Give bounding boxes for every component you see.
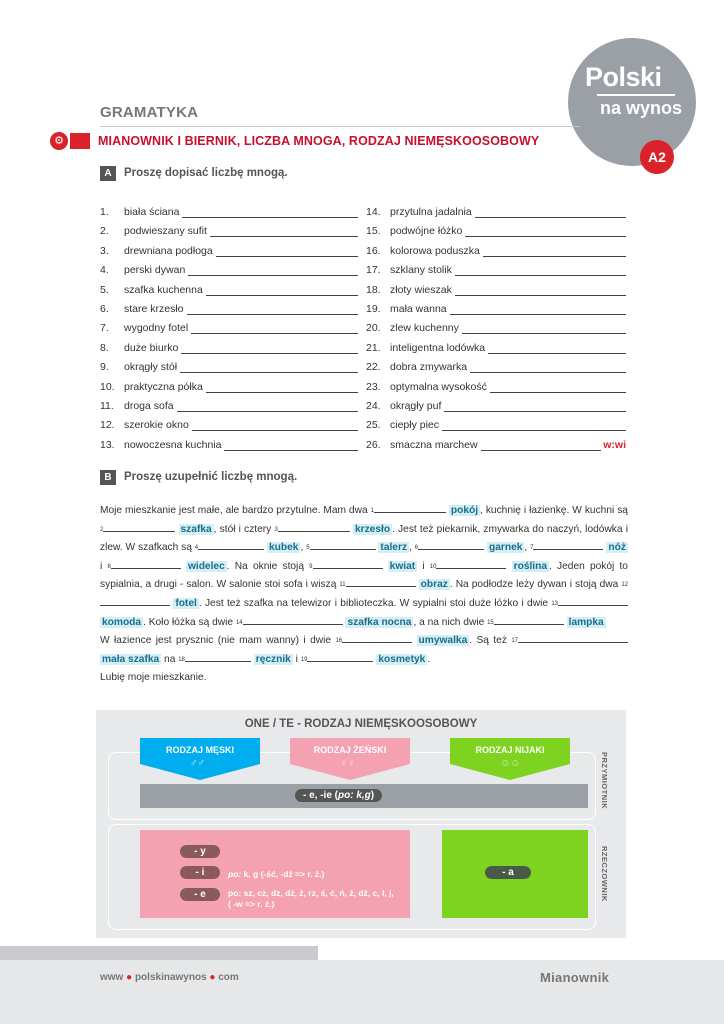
hint-word: talerz [380,542,408,554]
text-segment: , a na nich dwie [413,616,488,628]
item-number: 2. [100,225,109,238]
exercise-item [100,415,358,431]
answer-blank[interactable] [342,632,412,643]
answer-line[interactable] [188,264,358,276]
answer-line[interactable] [206,284,358,296]
topic-bar [70,133,90,149]
item-number: 4. [100,264,109,277]
text-segment: . Jeden pokój to sypialnia, a drugi - salon. W salonie stoi sofa i wiszą [100,560,628,591]
answer-blank[interactable] [313,558,383,569]
answer-line[interactable] [488,342,626,354]
item-phrase: dobra zmywarka [390,361,468,374]
item-phrase: przytulna jadalnia [390,206,472,218]
exercise-item [366,299,626,315]
hint-word: kubek [269,542,299,554]
exercise-item [366,338,626,354]
hint-word: szafka nocna [347,616,412,628]
noun-ending-a: - a [485,866,531,879]
answer-blank[interactable] [518,632,628,643]
hint-word: mała szafka [102,653,160,665]
item-phrase: okrągły puf [390,400,442,412]
answer-line[interactable] [206,381,358,393]
answer-blank[interactable] [278,521,350,532]
item-number: 20. [366,322,381,335]
item-number: 23. [366,380,381,393]
item-phrase: inteligentna lodówka [390,341,486,354]
item-number: 12. [100,419,115,432]
item-phrase: kolorowa poduszka [390,244,480,257]
hint-word: umywalka [418,635,468,647]
grammar-icon: ⚙ [50,132,68,150]
answer-line[interactable] [191,322,358,334]
footer [0,960,724,1024]
item-phrase: zlew kuchenny [390,322,459,335]
exercise-item [100,377,358,393]
exercise-item [366,202,626,218]
hint-word: roślina [513,560,548,572]
case-name: Mianownik [540,970,610,985]
text-segment: Moje mieszkanie jest małe, ale bardzo przytulne. Mam dwa [100,505,371,516]
item-number: 6. [100,303,109,315]
item-number: 10. [100,380,115,393]
exercise-b-title: Proszę uzupełnić liczbę mnogą. [124,471,298,483]
exercise-item [100,221,358,237]
exercise-item [366,280,626,296]
item-number: 26. [366,438,381,451]
logo-divider [597,94,675,96]
exercise-b-letter: B [100,470,116,485]
answer-blank[interactable] [533,539,603,550]
children-icon: ☺☺ [500,758,521,769]
item-number: 22. [366,361,381,374]
answer-blank[interactable] [310,539,376,550]
text-segment: . Są też [469,635,512,647]
answer-line[interactable] [455,264,626,276]
answer-line[interactable] [455,284,626,296]
answer-line[interactable] [470,361,626,373]
item-phrase: podwieszany sufit [124,225,207,238]
answer-line[interactable] [224,439,358,451]
answer-blank[interactable] [558,595,628,606]
exercise-item [366,241,626,257]
exercise-item [100,299,358,315]
level-badge: A2 [640,140,674,174]
hint-word: szafka [180,523,212,535]
answer-line[interactable] [192,419,358,431]
people-icon: ♂♂ [190,758,205,769]
answer-line[interactable] [483,245,626,257]
item-number: 24. [366,400,381,412]
text-segment: Lubię moje mieszkanie. [100,672,207,684]
answer-line[interactable] [481,439,602,451]
answer-line[interactable] [475,206,626,218]
answer-blank[interactable] [418,539,484,550]
item-number: 18. [366,283,381,296]
item-number: 17. [366,264,381,277]
answer-line[interactable] [180,361,358,373]
hint-word: nóż [608,542,626,554]
answer-line[interactable] [490,381,626,393]
item-number: 15. [366,225,381,238]
answer-line[interactable] [182,206,358,218]
text-segment: . Na podłodze leży dywan i stoją dwa [449,579,622,591]
item-number: 3. [100,244,109,257]
exercise-item [366,415,626,431]
exercise-item [100,318,358,334]
item-phrase: złoty wieszak [390,283,452,296]
item-phrase: wygodny fotel [124,322,189,335]
item-phrase: nowoczesna kuchnia [124,438,222,451]
text-segment: i [100,560,108,572]
hint-word: widelec [187,560,225,572]
answer-blank[interactable] [436,558,506,569]
topic-title: MIANOWNIK I BIERNIK, LICZBA MNOGA, RODZAJ NIEMĘSKOOSOBOWY [98,134,540,148]
hint-word: obraz [420,579,448,591]
item-phrase: podwójne łóżko [390,225,463,238]
item-number: 21. [366,341,381,354]
answer-line[interactable] [462,322,626,334]
item-number: 8. [100,341,109,354]
answer-line[interactable] [442,419,626,431]
exercise-a-letter: A [100,166,116,181]
item-number: 16. [366,244,381,257]
answer-blank[interactable] [111,558,181,569]
item-hint: w:wi [603,438,626,451]
exercise-item [100,202,358,218]
item-phrase: droga sofa [124,400,174,412]
footer-strip [0,946,318,960]
answer-line[interactable] [444,400,626,412]
text-segment: . Jest też szafka na telewizor i biblioteczka. W sypialni stoi duże łóżko i dwie [198,597,552,609]
exercise-item [100,396,358,412]
exercise-item [100,260,358,276]
item-phrase: perski dywan [124,264,186,277]
rule-e: po: sz, cz, dz, dż, ż, rz, ś, ć, ń, ź, dź, c, l, j, ( -w => r. ż.) [228,888,394,909]
tab-feminine: RODZAJ ŻEŃSKI [313,745,387,755]
item-phrase: praktyczna półka [124,380,203,393]
answer-line[interactable] [177,400,358,412]
exercise-item [366,357,626,373]
exercise-item [366,318,626,334]
item-phrase: smaczna marchew [390,438,478,451]
item-phrase: szerokie okno [124,419,189,432]
exercise-b-text: Moje mieszkanie jest małe, ale bardzo przytulne. Mam dwa $^1$ pokój , kuchnię i łazienkę. W kuchni są $^2$ szafka , stół i cztery $^3$ krzesło . Jest też piekarnik, zmywarka do naczyń, lodówka i zlew. W szafkach są $^4$ kubek , $^5$ talerz , $^6$ garnek , $^7$ nóż i $^8$ widelec . Na oknie stoją $^9$ kwiat i $^{10}$ roślina . Jeden pokój to sypialnia, a drugi - salon. W salonie stoi sofa i wiszą $^{11}$ obraz . Na podłodze leży dywan i stoją dwa $^{12}$ fotel . Jest też szafka na telewizor i biblioteczka. W sypialni stoi duże łóżko i dwie $^{13}$ komoda . Koło łóżka są dwie $^{14}$ szafka nocna , a na nich dwie $^{15}$ lampka W łazience jest prysznic (nie mam wanny) i dwie $^{16}$ umywalka . Są też $^{17}$ mała szafka na $^{18}$ ręcznik i $^{19}$ kosmetyk . Lubię moje mieszkanie. [100,502,628,688]
exercise-item [366,435,626,451]
tab-neuter: RODZAJ NIJAKI [475,745,545,755]
hint-word: komoda [102,616,142,628]
item-number: 13. [100,438,115,451]
answer-blank[interactable] [185,651,251,662]
exercise-item [100,357,358,373]
answer-blank[interactable] [374,502,446,513]
answer-blank[interactable] [346,576,416,587]
answer-line[interactable] [450,303,626,315]
adjective-ending-pill: - e, -ie (po: k,g) [295,789,382,802]
text-segment: . Jest też piekarnik, zmywarka do naczyń, lodówka i zlew. W szafkach są [100,523,628,554]
hint-word: kwiat [389,560,416,572]
item-number: 25. [366,419,381,432]
exercise-item [100,338,358,354]
answer-blank[interactable] [307,651,373,662]
item-phrase: stare krzesło [124,303,184,315]
exercise-item [100,280,358,296]
item-number: 14. [366,206,381,218]
answer-line[interactable] [187,303,358,315]
exercise-item [366,260,626,276]
header-divider [100,126,580,127]
item-number: 5. [100,283,109,296]
answer-blank[interactable] [243,614,343,625]
website-url[interactable]: www ● polskinawynos ● com [100,972,239,983]
noun-ending-y: - y [180,845,220,858]
item-number: 19. [366,303,381,315]
hint-word: garnek [489,542,523,554]
logo-subtitle: na wynos [600,98,683,118]
exercise-item [366,396,626,412]
exercise-item [100,241,358,257]
rule-i: po: k, g (-ść, -dź => r. ż.) [228,869,325,879]
text-segment: i [292,653,301,665]
noun-ending-e: - e [180,888,220,901]
item-phrase: optymalna wysokość [390,380,487,393]
hint-word: lampka [568,616,604,628]
answer-blank[interactable] [198,539,264,550]
text-segment: . Koło łóżka są dwie [143,616,236,628]
item-phrase: okrągły stół [124,361,178,374]
people-icon: ♀♀ [340,758,355,769]
hint-word: ręcznik [255,653,291,665]
hint-word: pokój [450,505,479,516]
item-number: 7. [100,322,109,335]
exercise-item [366,221,626,237]
item-phrase: drewniana podłoga [124,244,213,257]
hint-word: krzesło [354,523,391,535]
item-number: 11. [100,400,114,412]
item-phrase: szklany stolik [390,264,452,277]
text-segment: , kuchnię i łazienkę. W kuchni są [480,505,628,516]
answer-line[interactable] [465,225,626,237]
logo-title: Polski [585,62,662,92]
section-label: GRAMATYKA [100,104,199,121]
text-segment: W łazience jest prysznic (nie mam wanny) i dwie [100,635,336,647]
hint-word: fotel [175,597,197,609]
answer-line[interactable] [181,342,358,354]
answer-blank[interactable] [100,595,170,606]
item-phrase: duże biurko [124,341,179,354]
item-phrase: mała wanna [390,303,447,315]
exercise-a-title: Proszę dopisać liczbę mnogą. [124,167,288,179]
text-segment: , stół i cztery [213,523,275,535]
item-phrase: biała ściana [124,206,180,218]
item-phrase: szafka kuchenna [124,283,203,296]
item-phrase: ciepły piec [390,419,440,432]
hint-word: kosmetyk [378,653,426,665]
answer-blank[interactable] [494,614,564,625]
tab-masculine: RODZAJ MĘSKI [165,745,234,755]
adjective-side-label: PRZYMIOTNIK [600,752,609,810]
item-number: 1. [100,206,109,218]
exercise-item [366,377,626,393]
text-segment: . [427,653,431,665]
answer-blank[interactable] [103,521,175,532]
noun-ending-i: - i [180,866,220,879]
exercise-item [100,435,358,451]
answer-line[interactable] [210,225,358,237]
text-segment: na [161,653,179,665]
diagram-title: ONE / TE - RODZAJ NIEMĘSKOOSOBOWY [244,718,478,730]
item-number: 9. [100,361,109,374]
noun-side-label: RZECZOWNIK [600,846,609,902]
text-segment: . Na oknie stoją [226,560,310,572]
answer-line[interactable] [216,245,358,257]
